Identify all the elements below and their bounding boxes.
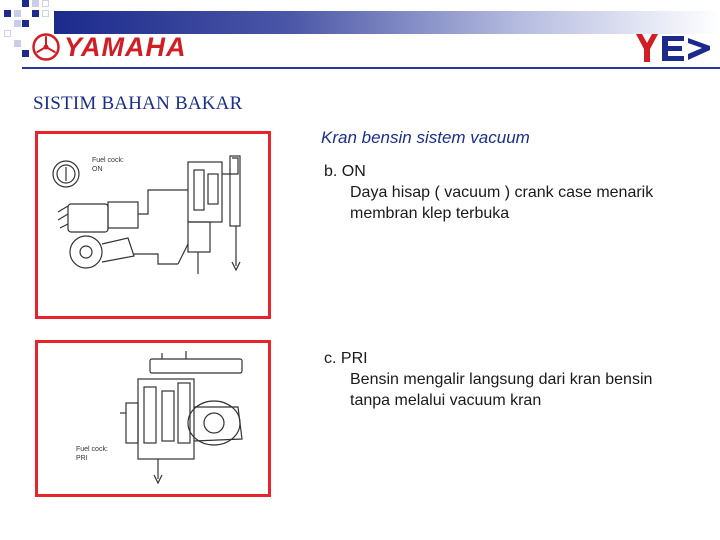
corner-square (14, 40, 21, 47)
yamaha-logo (32, 31, 187, 63)
fuel-cock-on-item (324, 162, 653, 224)
corner-square (42, 0, 49, 7)
corner-square (22, 50, 29, 57)
fuel-cock-on-diagram (35, 131, 271, 319)
fuel-cock-pri-illustration (38, 343, 268, 494)
fuel-cock-on-illustration (38, 134, 268, 316)
header-divider (22, 67, 720, 69)
item-description-line: Daya hisap ( vacuum ) crank case menarik (350, 184, 654, 201)
corner-square (4, 10, 11, 17)
item-heading: b. ON (324, 163, 366, 180)
item-description-line: membran klep terbuka (350, 205, 510, 222)
item-heading: c. PRI (324, 350, 368, 367)
yes-logo (632, 30, 712, 66)
yamaha-tuning-fork-icon (32, 33, 60, 61)
corner-square (32, 0, 39, 7)
slide-subtitle: Kran bensin sistem vacuum (321, 128, 530, 147)
corner-square (42, 10, 49, 17)
corner-square (22, 0, 29, 7)
figure-caption-line: PRI (76, 455, 88, 462)
figure-caption-line: Fuel cock: (76, 446, 108, 453)
fuel-cock-pri-diagram (35, 340, 271, 497)
figure-caption-line: ON (92, 166, 103, 173)
corner-square (32, 10, 39, 17)
slide-title: SISTIM BAHAN BAKAR (33, 93, 243, 114)
corner-square (14, 20, 21, 27)
fuel-cock-pri-item (324, 349, 652, 411)
figure-caption-line: Fuel cock: (92, 157, 124, 164)
item-description-line: Bensin mengalir langsung dari kran bensin (350, 371, 653, 388)
corner-square (22, 20, 29, 27)
corner-square (14, 10, 21, 17)
item-description-line: tanpa melalui vacuum kran (350, 392, 542, 409)
yamaha-wordmark: YAMAHA (64, 32, 187, 62)
corner-square (4, 30, 11, 37)
